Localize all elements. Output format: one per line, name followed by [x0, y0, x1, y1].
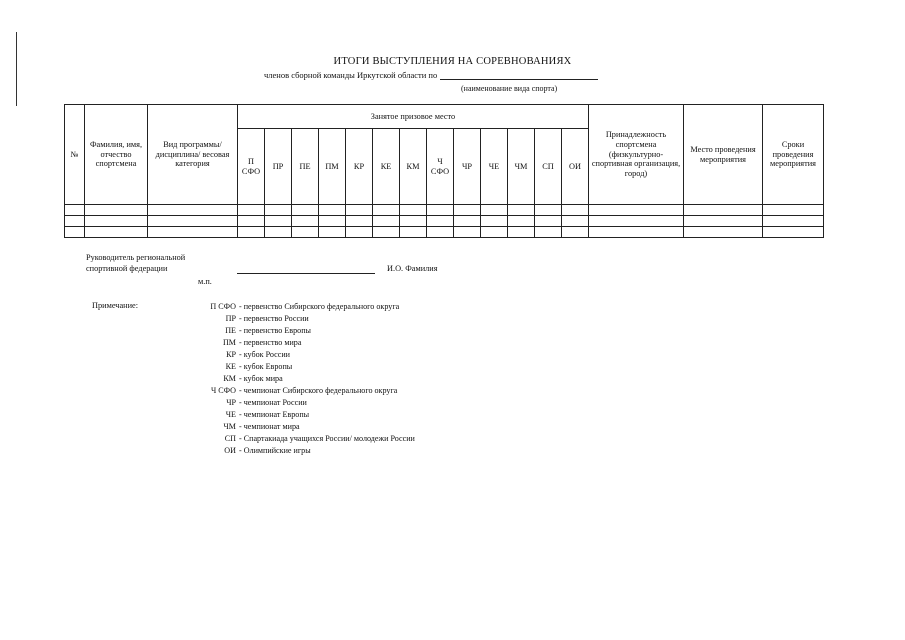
place-col-header: П СФО	[238, 129, 265, 205]
table-cell[interactable]	[454, 216, 481, 227]
place-col-header: СП	[535, 129, 562, 205]
table-cell[interactable]	[346, 205, 373, 216]
place-col-header: Ч СФО	[427, 129, 454, 205]
notes-label: Примечание:	[92, 301, 139, 310]
note-item	[0, 445, 415, 457]
table-cell[interactable]	[65, 227, 85, 238]
table-cell[interactable]	[763, 227, 824, 238]
table-cell[interactable]	[265, 227, 292, 238]
place-col-header: ПМ	[319, 129, 346, 205]
document-subtitle	[264, 70, 598, 80]
col-affiliation-header: Принадлежность спортсмена (физкультурно-спортивная организация, город)	[589, 105, 684, 205]
note-desc: - первенство Европы	[239, 326, 311, 335]
table-cell[interactable]	[85, 216, 148, 227]
note-item	[0, 325, 415, 337]
note-abbr: КЕ	[225, 362, 236, 371]
note-desc: - кубок Европы	[239, 362, 293, 371]
note-abbr: ЧМ	[223, 422, 236, 431]
table-cell[interactable]	[373, 205, 400, 216]
note-desc: - первенство мира	[239, 338, 302, 347]
table-cell[interactable]	[481, 216, 508, 227]
table-cell[interactable]	[85, 205, 148, 216]
signature-line-2: спортивной федерации	[86, 263, 168, 273]
table-cell[interactable]	[508, 205, 535, 216]
col-number-header: №	[65, 105, 85, 205]
note-abbr: ЧЕ	[225, 410, 236, 419]
table-cell[interactable]	[265, 216, 292, 227]
note-abbr: КР	[226, 350, 236, 359]
table-cell[interactable]	[589, 205, 684, 216]
note-item	[0, 409, 415, 421]
table-cell[interactable]	[373, 227, 400, 238]
note-abbr: КМ	[223, 374, 236, 383]
table-cell[interactable]	[148, 216, 238, 227]
col-name-header: Фамилия, имя, отчество спортсмена	[85, 105, 148, 205]
table-cell[interactable]	[508, 216, 535, 227]
notes-list	[0, 301, 415, 457]
table-cell[interactable]	[292, 216, 319, 227]
note-item	[0, 373, 415, 385]
table-cell[interactable]	[481, 227, 508, 238]
note-item	[0, 433, 415, 445]
place-col-header: ПР	[265, 129, 292, 205]
note-abbr: СП	[224, 434, 236, 443]
results-table	[64, 104, 824, 238]
table-cell[interactable]	[265, 205, 292, 216]
table-cell[interactable]	[427, 205, 454, 216]
table-cell[interactable]	[319, 216, 346, 227]
place-col-header: ЧМ	[508, 129, 535, 205]
place-col-header: КМ	[400, 129, 427, 205]
note-desc: - первенство России	[239, 314, 309, 323]
margin-line	[16, 32, 17, 106]
table-row	[65, 216, 824, 227]
table-cell[interactable]	[454, 205, 481, 216]
table-cell[interactable]	[65, 216, 85, 227]
table-row	[65, 227, 824, 238]
note-item	[0, 337, 415, 349]
note-desc: - чемпионат Сибирского федерального округа	[239, 386, 398, 395]
place-col-header: ЧР	[454, 129, 481, 205]
table-cell[interactable]	[763, 205, 824, 216]
table-cell[interactable]	[562, 227, 589, 238]
note-item	[0, 385, 415, 397]
sport-name-blank[interactable]	[440, 70, 598, 80]
table-cell[interactable]	[346, 227, 373, 238]
table-cell[interactable]	[535, 216, 562, 227]
note-desc: - кубок мира	[239, 374, 283, 383]
stamp-label: м.п.	[198, 277, 212, 286]
table-row	[65, 205, 824, 216]
table-cell[interactable]	[148, 227, 238, 238]
table-cell[interactable]	[400, 216, 427, 227]
col-places-group-header: Занятое призовое место	[238, 105, 589, 129]
table-cell[interactable]	[763, 216, 824, 227]
table-cell[interactable]	[427, 227, 454, 238]
table-cell[interactable]	[684, 216, 763, 227]
note-abbr: ПЕ	[225, 326, 236, 335]
note-desc: - чемпионат мира	[239, 422, 300, 431]
table-cell[interactable]	[535, 205, 562, 216]
signature-title	[86, 253, 185, 275]
table-cell[interactable]	[562, 216, 589, 227]
subtitle-text: членов сборной команды Иркутской области по	[264, 70, 438, 80]
table-cell[interactable]	[481, 205, 508, 216]
col-program-header: Вид программы/ дисциплина/ весовая категория	[148, 105, 238, 205]
place-col-header: ЧЕ	[481, 129, 508, 205]
table-cell[interactable]	[535, 227, 562, 238]
col-venue-header: Место проведения мероприятия	[684, 105, 763, 205]
table-cell[interactable]	[684, 205, 763, 216]
signature-line-1: Руководитель региональной	[86, 253, 186, 262]
table-cell[interactable]	[562, 205, 589, 216]
note-desc: - чемпионат России	[239, 398, 307, 407]
note-item	[0, 421, 415, 433]
table-cell[interactable]	[238, 216, 265, 227]
note-desc: - Олимпийские игры	[239, 446, 311, 455]
table-cell[interactable]	[454, 227, 481, 238]
signatory-name: И.О. Фамилия	[387, 264, 438, 273]
place-col-header: ОИ	[562, 129, 589, 205]
note-item	[0, 349, 415, 361]
table-cell[interactable]	[319, 227, 346, 238]
note-abbr: Ч СФО	[210, 386, 236, 395]
note-abbr: ЧР	[226, 398, 236, 407]
table-cell[interactable]	[589, 216, 684, 227]
table-cell[interactable]	[65, 205, 85, 216]
note-item	[0, 397, 415, 409]
table-cell[interactable]	[427, 216, 454, 227]
table-cell[interactable]	[85, 227, 148, 238]
note-desc: - кубок России	[239, 350, 290, 359]
note-abbr: ПР	[225, 314, 236, 323]
note-desc: - Спартакиада учащихся России/ молодежи России	[239, 434, 415, 443]
signature-field[interactable]	[237, 273, 375, 274]
note-item	[0, 313, 415, 325]
place-col-header: ПЕ	[292, 129, 319, 205]
note-item	[0, 301, 415, 313]
sport-name-hint: (наименование вида спорта)	[461, 84, 558, 93]
table-cell[interactable]	[238, 227, 265, 238]
note-abbr: П СФО	[210, 302, 236, 311]
col-dates-header: Сроки проведения мероприятия	[763, 105, 824, 205]
table-cell[interactable]	[684, 227, 763, 238]
table-cell[interactable]	[373, 216, 400, 227]
table-cell[interactable]	[400, 205, 427, 216]
note-item	[0, 361, 415, 373]
note-abbr: ПМ	[222, 338, 236, 347]
table-cell[interactable]	[292, 205, 319, 216]
table-cell[interactable]	[292, 227, 319, 238]
table-cell[interactable]	[148, 205, 238, 216]
place-col-header: КР	[346, 129, 373, 205]
table-cell[interactable]	[346, 216, 373, 227]
table-cell[interactable]	[508, 227, 535, 238]
note-abbr: ОИ	[224, 446, 236, 455]
place-col-header: КЕ	[373, 129, 400, 205]
document-title: ИТОГИ ВЫСТУПЛЕНИЯ НА СОРЕВНОВАНИЯХ	[333, 56, 572, 67]
note-desc: - первенство Сибирского федерального округа	[239, 302, 400, 311]
table-cell[interactable]	[400, 227, 427, 238]
note-desc: - чемпионат Европы	[239, 410, 310, 419]
table-cell[interactable]	[238, 205, 265, 216]
table-cell[interactable]	[589, 227, 684, 238]
table-cell[interactable]	[319, 205, 346, 216]
